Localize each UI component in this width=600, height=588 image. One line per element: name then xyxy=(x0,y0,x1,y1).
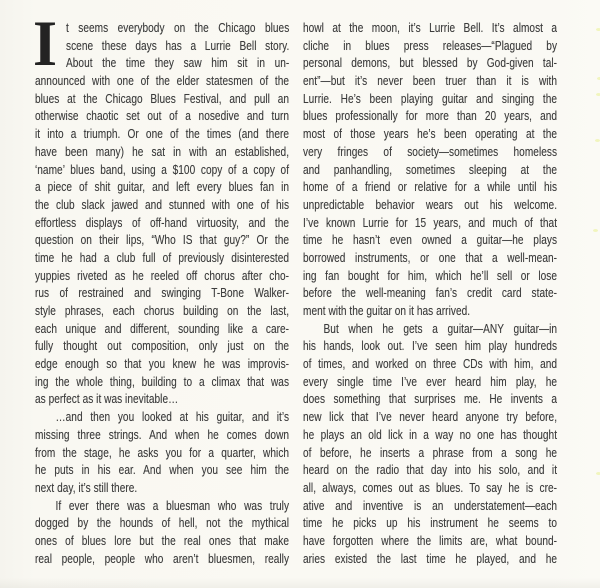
text-line: edge enough so that you knew he was improvis- xyxy=(35,356,290,372)
text-line: ing the whole thing, building to a climax that was xyxy=(35,373,290,389)
text-column-right xyxy=(303,19,557,567)
text-line: ing fan bought for him, which he’ll sell or lose xyxy=(303,267,558,283)
text-line: About the time they saw him sit in un- xyxy=(66,55,290,71)
text-line: every single time I’ve ever heard him play, he xyxy=(303,373,558,389)
text-line: heard on the radio that day into his solo, and it xyxy=(303,462,558,478)
text-line: from the stage, he asks you for a quarter, which xyxy=(35,444,290,460)
text-line: new lick that I’ve never heard anyone try before, xyxy=(303,409,558,425)
text-line: he puts in his ear. And when you see him the xyxy=(35,462,290,478)
text-line: before the well-meaning fan’s credit card state- xyxy=(303,285,558,301)
text-line: …and then you looked at his guitar, and it’s xyxy=(55,409,290,425)
text-line: he plays an old lick in a way no one has thought xyxy=(303,426,558,442)
text-line: scene these days has a Lurrie Bell story. xyxy=(66,37,290,53)
text-line: If ever there was a bluesman who was truly xyxy=(55,497,290,513)
text-line: of times, and worked on three CDs with him, and xyxy=(303,356,558,372)
text-line: t seems everybody on the Chicago blues xyxy=(66,20,290,35)
text-line: borrowed instruments, or one that a well-mean- xyxy=(303,249,558,265)
text-line: rus of restrained and swinging T-Bone Walker- xyxy=(35,285,290,301)
text-line: missing three strings. And when he comes down xyxy=(35,426,290,442)
text-line: howl at the moon, it’s Lurrie Bell. It’s almost a xyxy=(303,20,558,35)
text-line: style phrases, each chorus building on the last, xyxy=(35,303,290,318)
text-line: the club slack jawed and stunned with one of his xyxy=(35,196,290,212)
text-line: But when he gets a guitar—ANY guitar—in xyxy=(323,320,558,336)
text-line: next day, it’s still there. xyxy=(35,479,138,495)
text-line: cliche in blues press releases—“Plagued by xyxy=(303,37,558,53)
scan-artifact xyxy=(596,93,600,96)
text-line: and panhandling, sometimes sleeping at the xyxy=(303,161,558,177)
text-line: of before, he inserts a phrase from a song he xyxy=(303,444,558,460)
text-line: each unique and different, sounding like a care- xyxy=(35,320,290,336)
text-line: time he hasn’t even owned a guitar—he plays xyxy=(303,232,558,248)
text-line: ative and inventive is an understatement—each xyxy=(303,497,558,513)
scan-artifact xyxy=(596,472,600,475)
text-line: Lurrie. He’s been playing guitar and singing the xyxy=(303,90,558,106)
text-line: dogged by the hounds of hell, not the mythical xyxy=(35,515,290,531)
scan-artifact xyxy=(595,139,600,142)
text-line: blues professionally for more than 20 years, and xyxy=(303,108,558,124)
text-line: I’ve known Lurrie for 15 years, and much of that xyxy=(303,214,558,230)
text-line: fully thought out composition, only just on the xyxy=(35,338,290,354)
text-line: it into a triumph. Or one of the times (and there xyxy=(35,126,290,142)
text-line: most of those years he’s been operating at the xyxy=(303,126,558,142)
text-line: real people, people who aren’t bluesmen, really xyxy=(35,550,290,566)
text-line: question on their lips, “Who IS that guy?” Or the xyxy=(35,232,290,248)
text-line: ones of blues lore but the real ones that make xyxy=(35,532,290,548)
text-line: aries existed the last time he played, and he xyxy=(303,550,558,566)
text-line: have been many) he sat in with an established, xyxy=(35,143,290,159)
text-line: time he had a club full of previously disinterested xyxy=(35,249,290,265)
text-line: ent”—but it’s never been truer than it is with xyxy=(303,73,558,89)
text-line: does something that surprises me. He invents a xyxy=(303,391,558,407)
text-line: personal demons, but blessed by God-given tal- xyxy=(303,55,558,71)
text-line: announced with one of the elder statesmen of the xyxy=(35,73,290,89)
text-line: yuppies riveted as he reeled off chorus after cho- xyxy=(35,267,290,283)
text-line: have forgotten where the limits are, what bound- xyxy=(303,532,558,548)
text-line: his hands, look out. I’ve seen him play hundreds xyxy=(303,338,558,354)
drop-cap-letter: I xyxy=(33,8,58,80)
scan-artifact xyxy=(593,229,598,232)
text-line: time he picks up his instrument he seems to xyxy=(303,515,558,531)
text-line: ment with the guitar on it has arrived. xyxy=(303,303,471,318)
text-line: home of a friend or relative for a while until his xyxy=(303,179,558,195)
text-column-left xyxy=(33,8,290,567)
text-line: blues at the Chicago Blues Festival, and pull an xyxy=(35,90,290,106)
text-line: unpredictable behavior wears out his welcome. xyxy=(303,196,558,212)
text-line: very fringes of society—sometimes homeless xyxy=(303,143,558,159)
scan-smudge xyxy=(0,578,600,588)
text-line: effortless displays of off-hand virtuosity, and the xyxy=(35,214,290,230)
text-line: as perfect as it was inevitable… xyxy=(35,391,179,407)
text-line: otherwise chaotic set out of a nosedive and turn xyxy=(35,108,290,124)
text-line: a piece of shit guitar, and left every blues fan in xyxy=(35,179,290,195)
text-line: all, always, comes out as blues. To say he is cre- xyxy=(303,479,558,495)
scan-artifact xyxy=(596,28,600,31)
text-line: ‘name’ blues band, using a $100 copy of a copy of xyxy=(35,161,290,177)
